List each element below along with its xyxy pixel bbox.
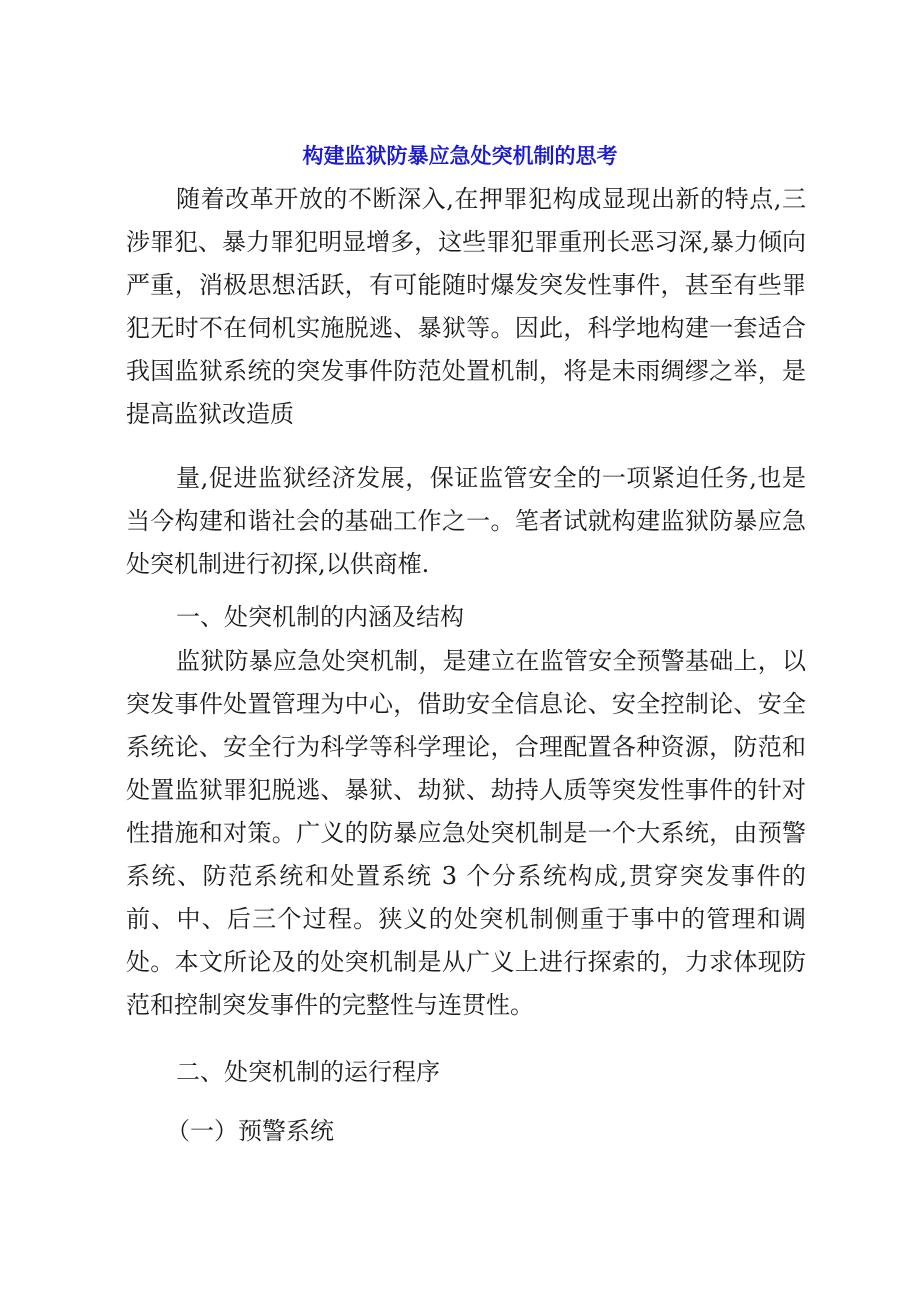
paragraph-section-1: 监狱防暴应急处突机制，是建立在监管安全预警基础上，以突发事件处置管理为中心，借助安全信息论、安全控制论、安全系统论、安全行为科学等科学理论，合理配置各种资源，防范和处置监狱罪犯脱逃、暴狱、劫狱、劫持人质等突发性事件的针对性措施和对策。广义的防暴应急处突机制是一个大系统，由预警系统、防范系统和处置系统 3 个分系统构成,贯穿突发事件的前、中、后三个过程。狭义的处突机制侧重于事中的管理和调处。本文所论及的处突机制是从广义上进行探索的，力求体现防范和控制突发事件的完整性与连贯性。 (126, 647, 806, 1019)
paragraph-intro: 随着改革开放的不断深入,在押罪犯构成显现出新的特点,三涉罪犯、暴力罪犯明显增多，这些罪犯罪重刑长恶习深,暴力倾向严重，消极思想活跃，有可能随时爆发突发性事件，甚至有些罪犯无时不在伺机实施脱逃、暴狱等。因此，科学地构建一套适合我国监狱系统的突发事件防范处置机制，将是未雨绸缪之举，是提高监狱改造质 (126, 185, 806, 428)
document-title: 构建监狱防暴应急处突机制的思考 (302, 144, 618, 168)
paragraph-intro-continued: 量,促进监狱经济发展，保证监管安全的一项紧迫任务,也是当今构建和谐社会的基础工作之一。笔者试就构建监狱防暴应急处突机制进行初探,以供商榷. (126, 464, 806, 578)
section-heading-1: 一、处突机制的内涵及结构 (176, 603, 464, 631)
section-heading-2: 二、处突机制的运行程序 (176, 1058, 440, 1086)
subsection-heading-1: （一）预警系统 (166, 1117, 334, 1145)
